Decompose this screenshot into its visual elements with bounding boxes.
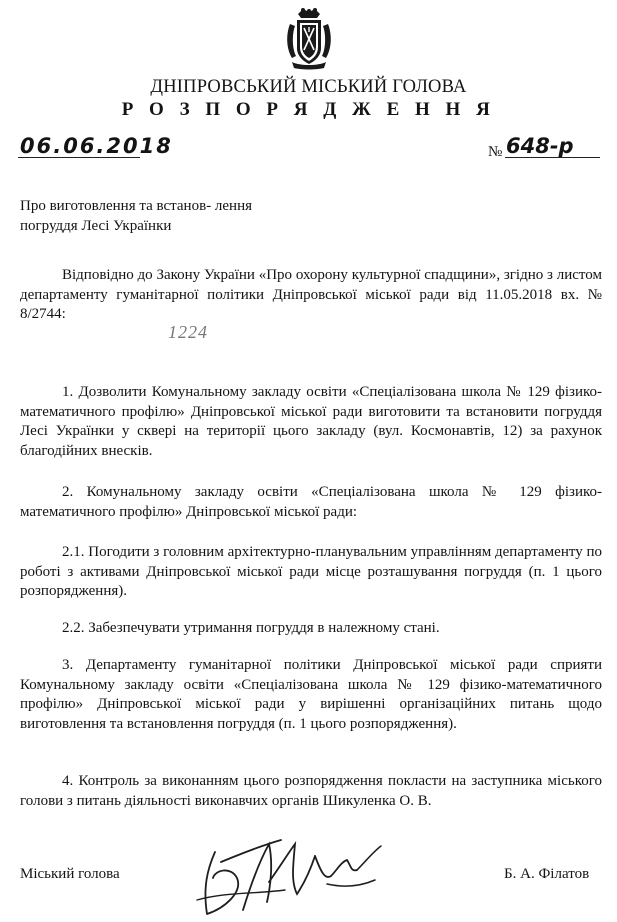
document-date: 06.06.2018 — [20, 134, 173, 158]
coat-of-arms-emblem — [284, 6, 334, 70]
intro-paragraph: Відповідно до Закону України «Про охорону культурної спадщини», згідно з листом департаменту гуманітарної політики Дніпровської міської ради від 11.05.2018 вх. № 8/2744: — [20, 267, 602, 322]
issuing-authority: ДНІПРОВСЬКИЙ МІСЬКИЙ ГОЛОВА — [150, 77, 467, 97]
clause-2-2: 2.2. Забезпечувати утримання погруддя в належному стані. — [62, 620, 440, 636]
document-number: 648-р — [506, 134, 574, 158]
number-underline — [505, 157, 600, 158]
document-type-heading: Р О З П О Р Я Д Ж Е Н Н Я — [121, 99, 496, 120]
clause-2-1: 2.1. Погодити з головним архітектурно-планувальним управлінням департаменту по роботі з активами Дніпровської міської ради місце розташування погруддя (п. 1 цього розпорядження). — [20, 544, 602, 599]
handwritten-signature — [185, 822, 390, 922]
clause-4: 4. Контроль за виконанням цього розпорядження покласти на заступника міського голови з питань діяльності виконавчих органів Шикуленка О. В. — [20, 773, 602, 809]
document-subject: Про виготовлення та встанов- лення погруддя Лесі Українки — [20, 198, 253, 234]
clause-2: 2. Комунальному закладу освіти «Спеціалізована школа № 129 фізико-математичного профілю» Дніпровської міської ради: — [20, 484, 602, 520]
number-sign: № — [488, 144, 503, 160]
date-underline — [18, 157, 140, 158]
signatory-position: Міський голова — [20, 866, 120, 882]
clause-3: 3. Департаменту гуманітарної політики Дніпровської міської ради сприяти Комунальному закладу освіти «Спеціалізована школа № 129 фізико-математичного профілю» Дніпровської міської ради у вирішенні організаційних питань щодо виготовлення та встановлення погруддя (п. 1 цього розпорядження). — [20, 657, 602, 732]
clause-1: 1. Дозволити Комунальному закладу освіти «Спеціалізована школа № 129 фізико-математичного профілю» Дніпровської міської ради виготовити та встановити погруддя Лесі Українки у сквері на території цього закладу (вул. Космонавтів, 12) за рахунок благодійних внесків. — [20, 384, 602, 459]
handwritten-registration-mark: 1224 — [168, 322, 208, 342]
signatory-name: Б. А. Філатов — [504, 866, 590, 882]
